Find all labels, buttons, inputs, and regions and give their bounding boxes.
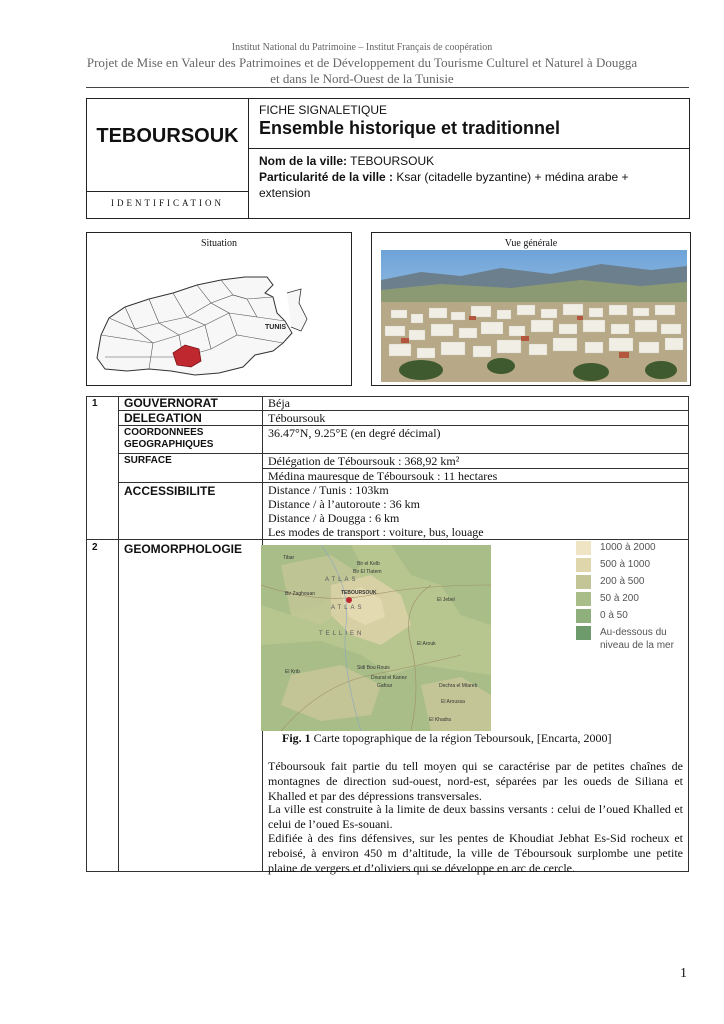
identification-divider <box>87 191 248 192</box>
topo-label-atlas-2: ATLAS <box>331 605 365 611</box>
row-divider <box>118 410 689 411</box>
city-particularity-line <box>259 169 679 201</box>
geomorphology-paragraph-3: Edifiée à des fins défensives, sur les pentes de Khoudiat Jebhat Es-Sid rocheux et reboisé, à environ 450 m d’altitude, la ville de Téboursouk surplombe une petite plaine de vergers et d’oliviers qui se développe en arc de cercle. <box>268 831 683 875</box>
situation-map-box <box>86 232 352 386</box>
topo-label-teboursouk: TEBOURSOUK <box>341 590 377 596</box>
topo-label-tellien: TELLIEN <box>319 631 365 637</box>
topo-label-el-krib: El Krib <box>285 669 300 675</box>
coordinates-label <box>124 427 213 451</box>
figure-caption <box>282 731 612 746</box>
legend-label-1000-2000: 1000 à 2000 <box>600 542 656 553</box>
topo-label-el-jebel: El Jebel <box>437 597 455 603</box>
gouvernorat-value: Béja <box>268 396 290 410</box>
geomorphology-paragraph-2: La ville est construite à la limite de deux bassins versants : celui de l’oued Khalled et celui de l’oued Es-souani. <box>268 802 683 831</box>
situation-caption: Situation <box>200 238 238 249</box>
legend-swatch-500-1000 <box>576 558 591 572</box>
topo-label-el-arouk: El Arouk <box>417 641 436 647</box>
city-name-line <box>259 153 679 169</box>
topo-label-dourat-el-kanez: Dourat el Kanez <box>371 675 407 681</box>
legend-label-200-500: 200 à 500 <box>600 576 645 587</box>
header-project-line2: et dans le Nord-Ouest de la Tunisie <box>270 71 454 86</box>
topo-label-bir-el-kelb: Bir el Kelb <box>357 561 380 567</box>
page-number: 1 <box>680 966 687 981</box>
topo-label-bir-zaghouan: Bir Zaghouan <box>285 591 316 597</box>
topo-label-sidi-bou-rouis: Sidi Bou Rouis <box>357 665 390 671</box>
access-transport-modes: Les modes de transport : voiture, bus, louage <box>268 525 484 539</box>
teboursouk-marker <box>346 597 352 603</box>
info-table <box>86 396 689 875</box>
delegation-label: DELEGATION <box>124 411 202 425</box>
surface-value-medina: Médina mauresque de Téboursouk : 11 hectares <box>268 469 498 483</box>
coordinates-label-line2: GEOGRAPHIQUES <box>124 439 214 450</box>
gouvernorat-label: GOUVERNORAT <box>124 396 218 410</box>
general-view-box <box>371 232 691 386</box>
legend-label-500-1000: 500 à 1000 <box>600 559 651 570</box>
topo-label-el-aroussa: El Aroussa <box>441 699 465 705</box>
accessibility-values <box>268 483 484 539</box>
tunis-label: TUNIS <box>265 324 286 331</box>
legend-label-50-200: 50 à 200 <box>600 593 639 604</box>
situation-map <box>87 233 351 385</box>
topo-label-el-khadra: El Khadra <box>429 717 451 723</box>
city-particularity-label: Particularité de la ville : <box>259 170 394 184</box>
city-name-label: Nom de la ville: <box>259 154 348 168</box>
city-info <box>259 153 679 201</box>
table-col-divider-1 <box>118 396 119 872</box>
section-number-1: 1 <box>92 398 98 409</box>
header-project-line1: Projet de Mise en Valeur des Patrimoines et de Développement du Tourisme Culturel et Naturel à Dougga <box>86 55 638 70</box>
general-view-photo <box>381 250 687 382</box>
surface-value-delegation: Délégation de Téboursouk : 368,92 km² <box>268 454 460 468</box>
accessibility-label: ACCESSIBILITE <box>124 484 216 498</box>
section-divider <box>86 539 689 540</box>
title-box-left <box>87 99 249 218</box>
section-number-2: 2 <box>92 542 98 553</box>
city-title: TEBOURSOUK <box>96 125 239 147</box>
figure-caption-text: Carte topographique de la région Teboursouk, [Encarta, 2000] <box>310 731 612 745</box>
surface-label: SURFACE <box>124 455 172 466</box>
city-particularity-value: Ksar (citadelle byzantine) + médina arabe + extension <box>259 170 629 200</box>
topo-label-gafour: Gafour <box>377 683 393 689</box>
legend-label-below-sea-line2: niveau de la mer <box>600 640 674 651</box>
table-border-left <box>86 396 87 872</box>
coordinates-value: 36.47°N, 9.25°E (en degré décimal) <box>268 426 441 440</box>
topo-label-atlas-1: ATLAS <box>325 577 359 583</box>
topo-label-bir-el-tlatem: Bir El Tlatem <box>353 569 382 575</box>
geomorphology-paragraph-1: Téboursouk fait partie du tell moyen qui se caractérise par de petites chaînes de montagnes de direction sud-ouest, nord-est, séparées par les oueds de Siliana et Khalled et par des dépressions transversales. <box>268 759 683 803</box>
legend-label-below-sea-line1: Au-dessous du <box>600 627 667 638</box>
legend-swatch-0-50 <box>576 609 591 623</box>
access-distance-tunis: Distance / Tunis : 103km <box>268 483 389 497</box>
coordinates-label-line1: COORDONNEES <box>124 427 204 438</box>
topo-label-dechra-el-mtareb: Dechra el Mtareb <box>439 683 478 689</box>
access-distance-dougga: Distance / à Dougga : 6 km <box>268 511 400 525</box>
delegation-value: Téboursouk <box>268 411 326 425</box>
identification-label: IDENTIFICATION <box>111 198 224 208</box>
legend-swatch-50-200 <box>576 592 591 606</box>
legend-swatch-200-500 <box>576 575 591 589</box>
figure-label: Fig. 1 <box>282 731 311 745</box>
legend-swatch-1000-2000 <box>576 541 591 555</box>
legend-label-below-sea <box>600 626 674 652</box>
access-distance-autoroute: Distance / à l’autoroute : 36 km <box>268 497 420 511</box>
header-institution: Institut National du Patrimoine – Institut Français de coopération <box>231 42 493 53</box>
topo-label-tibar: Tibar <box>283 555 295 561</box>
general-view-caption: Vue générale <box>504 238 558 249</box>
fiche-label: FICHE SIGNALETIQUE <box>259 103 388 117</box>
document-title: Ensemble historique et traditionnel <box>259 118 561 138</box>
title-box <box>86 98 690 219</box>
city-name-value: TEBOURSOUK <box>350 154 435 168</box>
title-divider <box>249 148 689 149</box>
geomorphology-label: GEOMORPHOLOGIE <box>124 542 243 556</box>
header-divider <box>86 87 689 88</box>
legend-swatch-below-sea <box>576 626 591 640</box>
topographic-map <box>261 545 491 731</box>
legend-label-0-50: 0 à 50 <box>600 610 628 621</box>
